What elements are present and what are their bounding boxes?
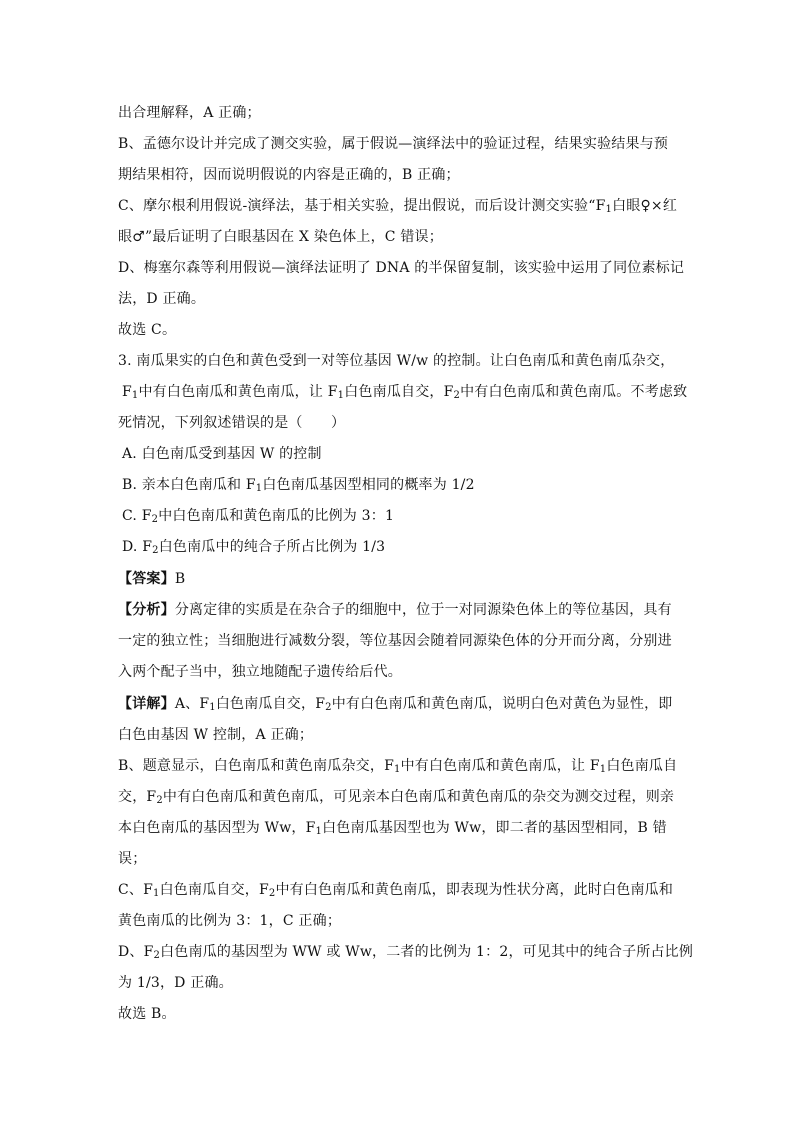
text-line: C、摩尔根利用假说-演绎法，基于相关实验，提出假说，而后设计测交实验“$F_1$白眼♀×红 [118, 198, 678, 215]
text-line: 故选 C。 [118, 322, 177, 338]
question-stem: 3. 南瓜果实的白色和黄色受到一对等位基因 W/w 的控制。让白色南瓜和黄色南瓜杂交， [118, 353, 675, 369]
analysis-line: 入两个配子当中，独立地随配子遗传给后代。 [118, 664, 402, 680]
text-line: 出合理解释，A 正确； [118, 105, 261, 121]
analysis-line: 【分析】分离定律的实质是在杂合子的细胞中，位于一对同源染色体上的等位基因，具有 [118, 602, 672, 618]
explanation-line: 交，$F_2$中有白色南瓜和黄色南瓜，可见亲本白色南瓜和黄色南瓜的杂交为测交过程，则亲 [118, 789, 675, 806]
explanation-line: B、题意显示，白色南瓜和黄色南瓜杂交，$F_1$中有白色南瓜和黄色南瓜，让 $F_1$白色南瓜自 [118, 758, 678, 775]
explanation-line: C、$F_1$白色南瓜自交，$F_2$中有白色南瓜和黄色南瓜，即表现为性状分离，此时白色南瓜和 [118, 882, 674, 899]
text-line: B、孟德尔设计并完成了测交实验，属于假说—演绎法中的验证过程，结果实验结果与预 [118, 136, 669, 152]
option-b: B. 亲本白色南瓜和 $F_1$白色南瓜基因型相同的概率为 1/2 [122, 477, 475, 494]
explanation-line: 本白色南瓜的基因型为 Ww，$F_1$白色南瓜基因型也为 Ww，即二者的基因型相同，B 错 [118, 820, 667, 837]
explanation-line: 黄色南瓜的比例为 3：1，C 正确； [118, 913, 342, 929]
explanation-line: 【详解】A、$F_1$白色南瓜自交，$F_2$中有白色南瓜和黄色南瓜，说明白色对黄色为显性，即 [118, 696, 673, 713]
option-d: D. $F_2$白色南瓜中的纯合子所占比例为 1/3 [122, 539, 386, 556]
explanation-line: D、$F_2$白色南瓜的基因型为 WW 或 Ww，二者的比例为 1：2，可见其中的纯合子所占比例 [118, 944, 694, 961]
option-a: A. 白色南瓜受到基因 W 的控制 [122, 446, 322, 462]
explanation-line: 误； [118, 851, 147, 867]
option-c: C. $F_2$中白色南瓜和黄色南瓜的比例为 3：1 [122, 508, 395, 525]
explanation-line: 为 1/3，D 正确。 [118, 975, 233, 991]
answer-line: 【答案】B [118, 571, 186, 587]
text-line: 法，D 正确。 [118, 291, 206, 307]
analysis-line: 一定的独立性；当细胞进行减数分裂，等位基因会随着同源染色体的分开而分离，分别进 [118, 633, 672, 649]
text-line: 期结果相符，因而说明假说的内容是正确的，B 正确； [118, 167, 460, 183]
explanation-line: 故选 B。 [118, 1006, 176, 1022]
text-line: D、梅塞尔森等利用假说—演绎法证明了 DNA 的半保留复制，该实验中运用了同位素标记 [118, 260, 685, 276]
question-stem: $F_1$中有白色南瓜和黄色南瓜，让 $F_1$白色南瓜自交，$F_2$中有白色南瓜和黄色南瓜。不考虑致 [122, 384, 688, 401]
question-stem: 死情况，下列叙述错误的是（ ） [118, 415, 346, 431]
explanation-line: 白色由基因 W 控制，A 正确； [118, 727, 314, 743]
text-line: 眼♂”最后证明了白眼基因在 X 染色体上，C 错误； [118, 229, 443, 245]
